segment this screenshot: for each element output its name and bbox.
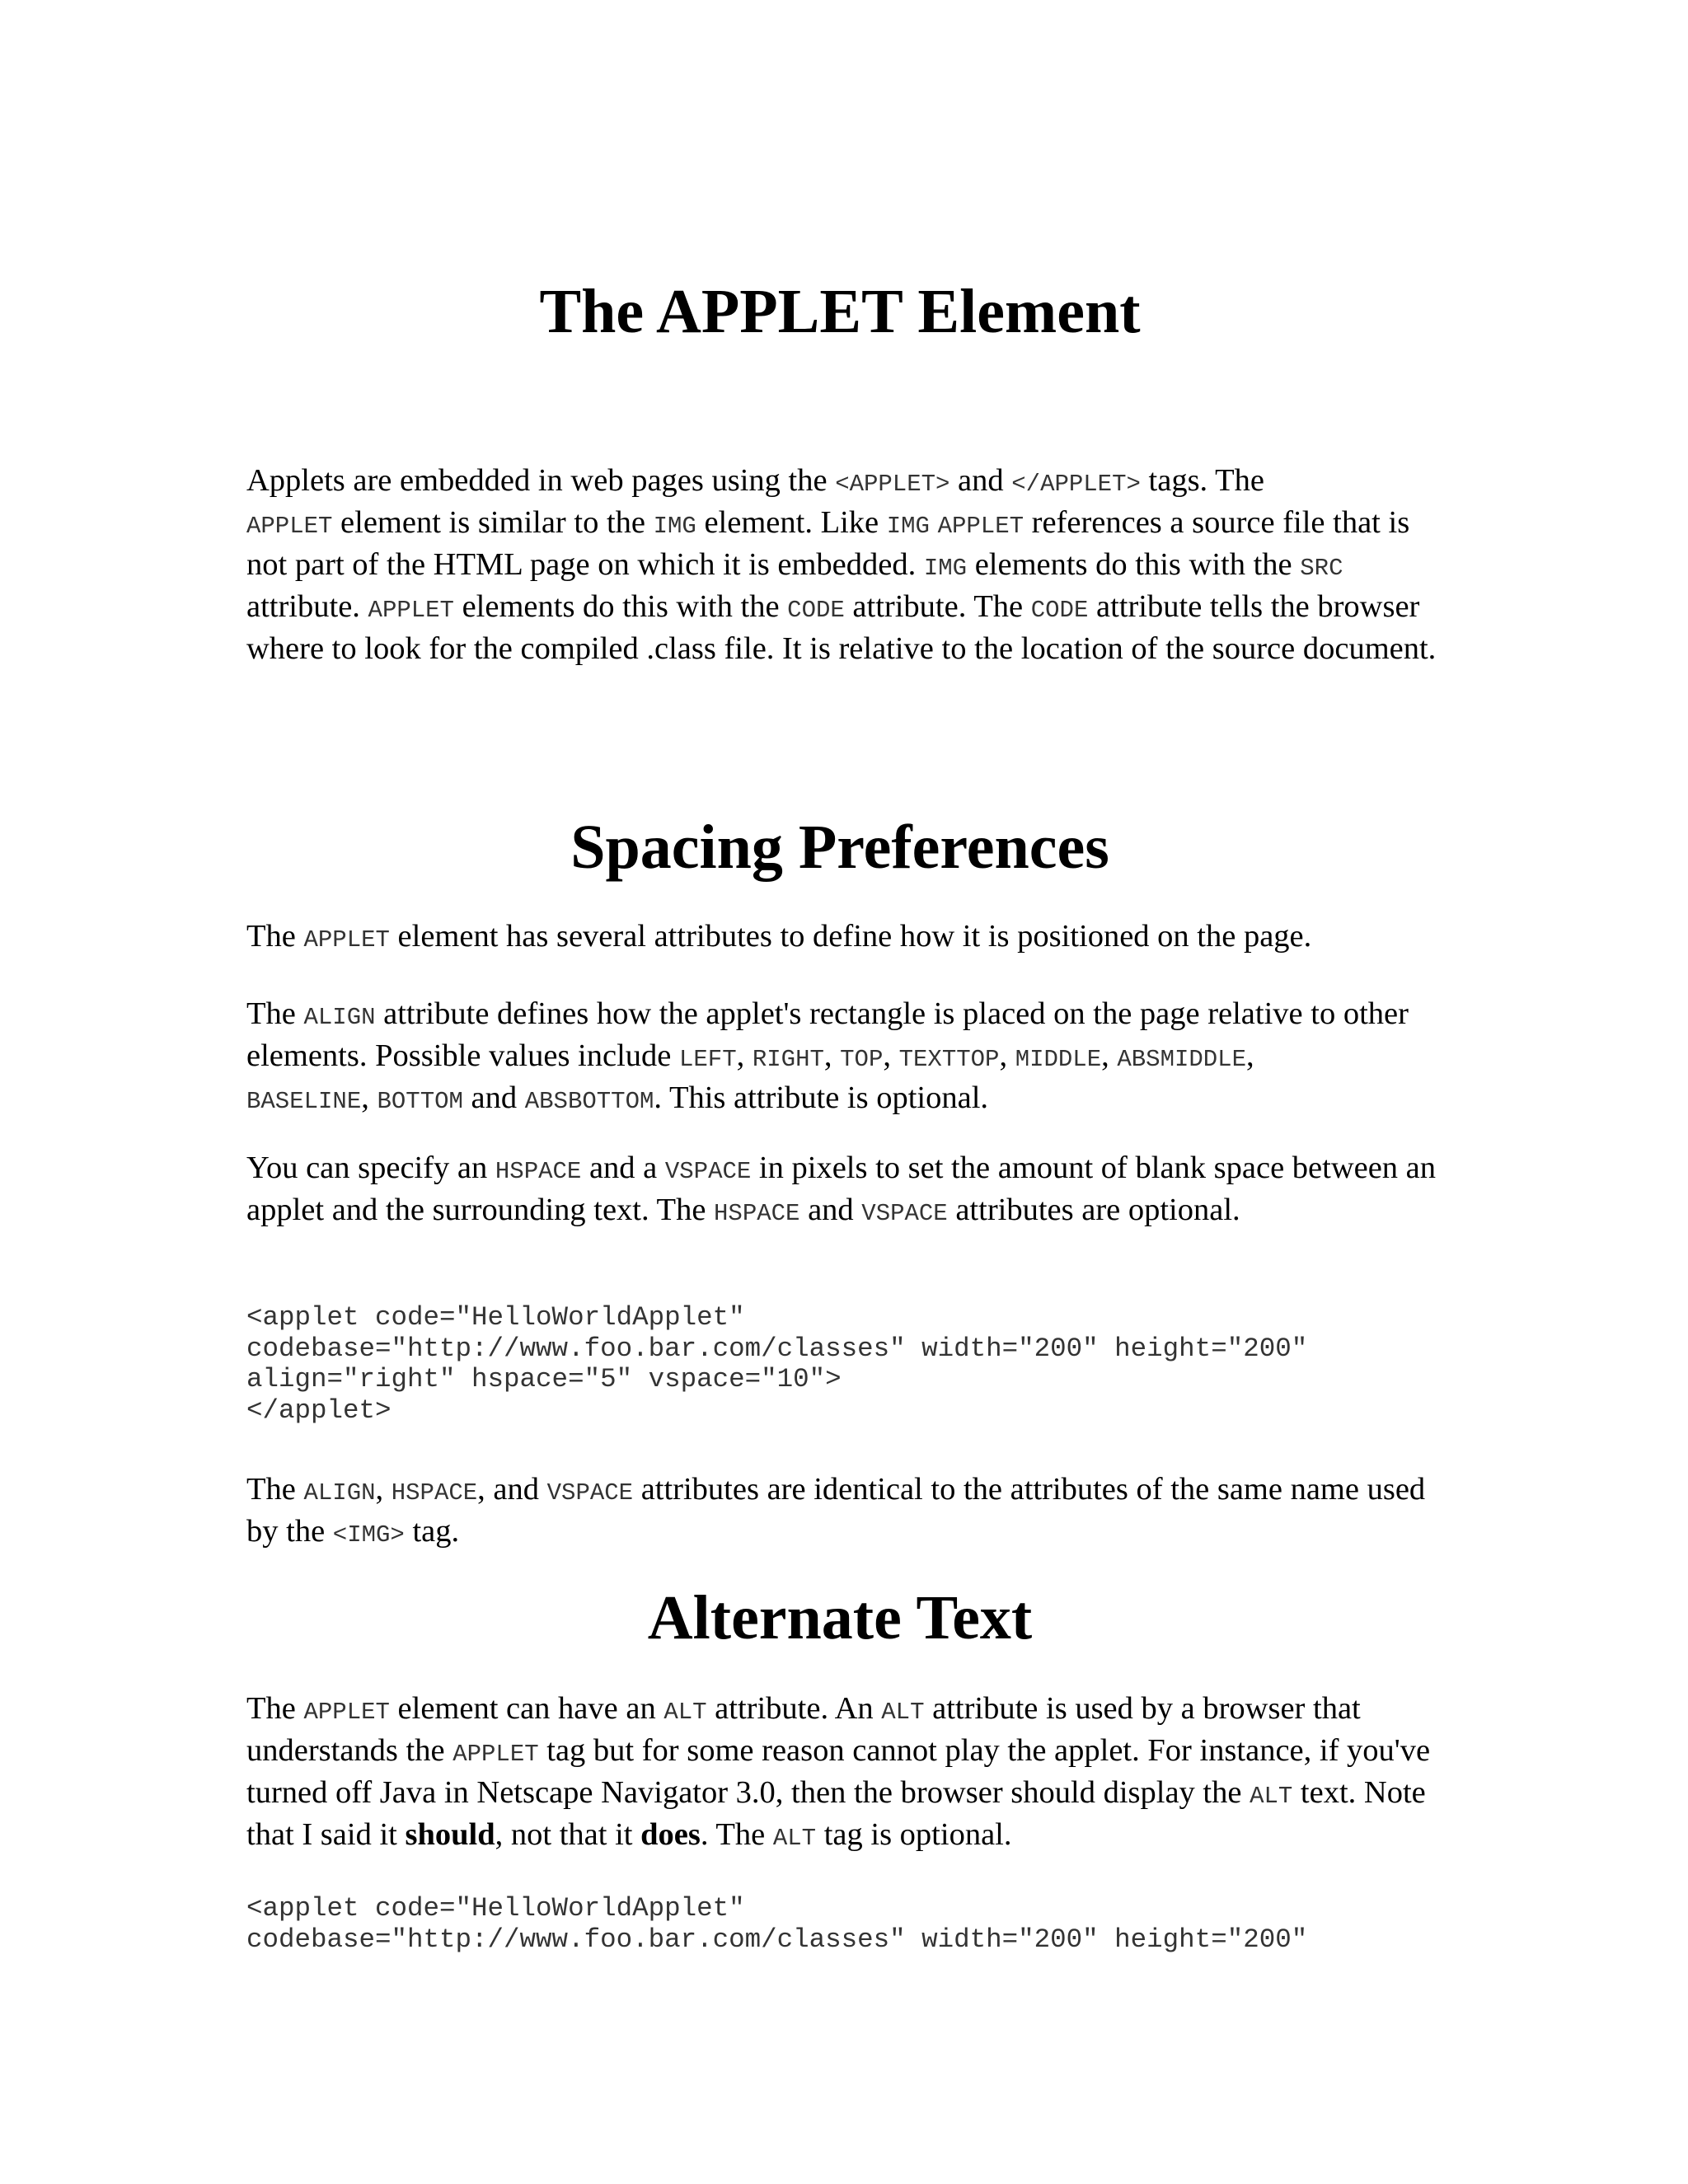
- heading-spacing-preferences: Spacing Preferences: [570, 813, 1109, 882]
- paragraph-applet-intro: Applets are embedded in web pages using the <APPLET> and </APPLET> tags. The APPLET element is similar to the IMG element. Like IMG APPLET references a source file that is not part of the HTML page on which it is embedded. IMG elements do this with the SRC attribute. APPLET elements do this with the CODE attribute. The CODE attribute tells the browser where to look for the compiled .class file. It is relative to the location of the source document.: [246, 463, 1437, 666]
- heading-applet-element: The APPLET Element: [539, 277, 1141, 346]
- paragraph-alt-attribute: The APPLET element can have an ALT attribute. An ALT attribute is used by a browser that understands the APPLET tag but for some reason cannot play the applet. For instance, if you've turned off Java in Netscape Navigator 3.0, then the browser should display the ALT text. Note that I said it should, not that it does. The ALT tag is optional.: [246, 1691, 1431, 1852]
- code-example-spacing: <applet code="HelloWorldApplet" codebase="http://www.foo.bar.com/classes" width="200" height="200" align="right" hspace="5" vspace="10"> </applet>: [246, 1302, 1308, 1426]
- paragraph-hspace-vspace: You can specify an HSPACE and a VSPACE in pixels to set the amount of blank space between an applet and the surrounding text. The HSPACE and VSPACE attributes are optional.: [246, 1151, 1437, 1227]
- paragraph-spacing-intro: The APPLET element has several attributes to define how it is positioned on the page.: [246, 919, 1312, 954]
- code-example-alt: <applet code="HelloWorldApplet" codebase="http://www.foo.bar.com/classes" width="200" height="200": [246, 1893, 1308, 1955]
- heading-alternate-text: Alternate Text: [647, 1583, 1033, 1652]
- paragraph-identical-attributes: The ALIGN, HSPACE, and VSPACE attributes are identical to the attributes of the same name used by the <IMG> tag.: [246, 1472, 1426, 1549]
- paragraph-align-attribute: The ALIGN attribute defines how the applet's rectangle is placed on the page relative to other elements. Possible values include LEFT, RIGHT, TOP, TEXTTOP, MIDDLE, ABSMIDDLE, BASELINE, BOTTOM and ABSBOTTOM. This attribute is optional.: [246, 996, 1409, 1115]
